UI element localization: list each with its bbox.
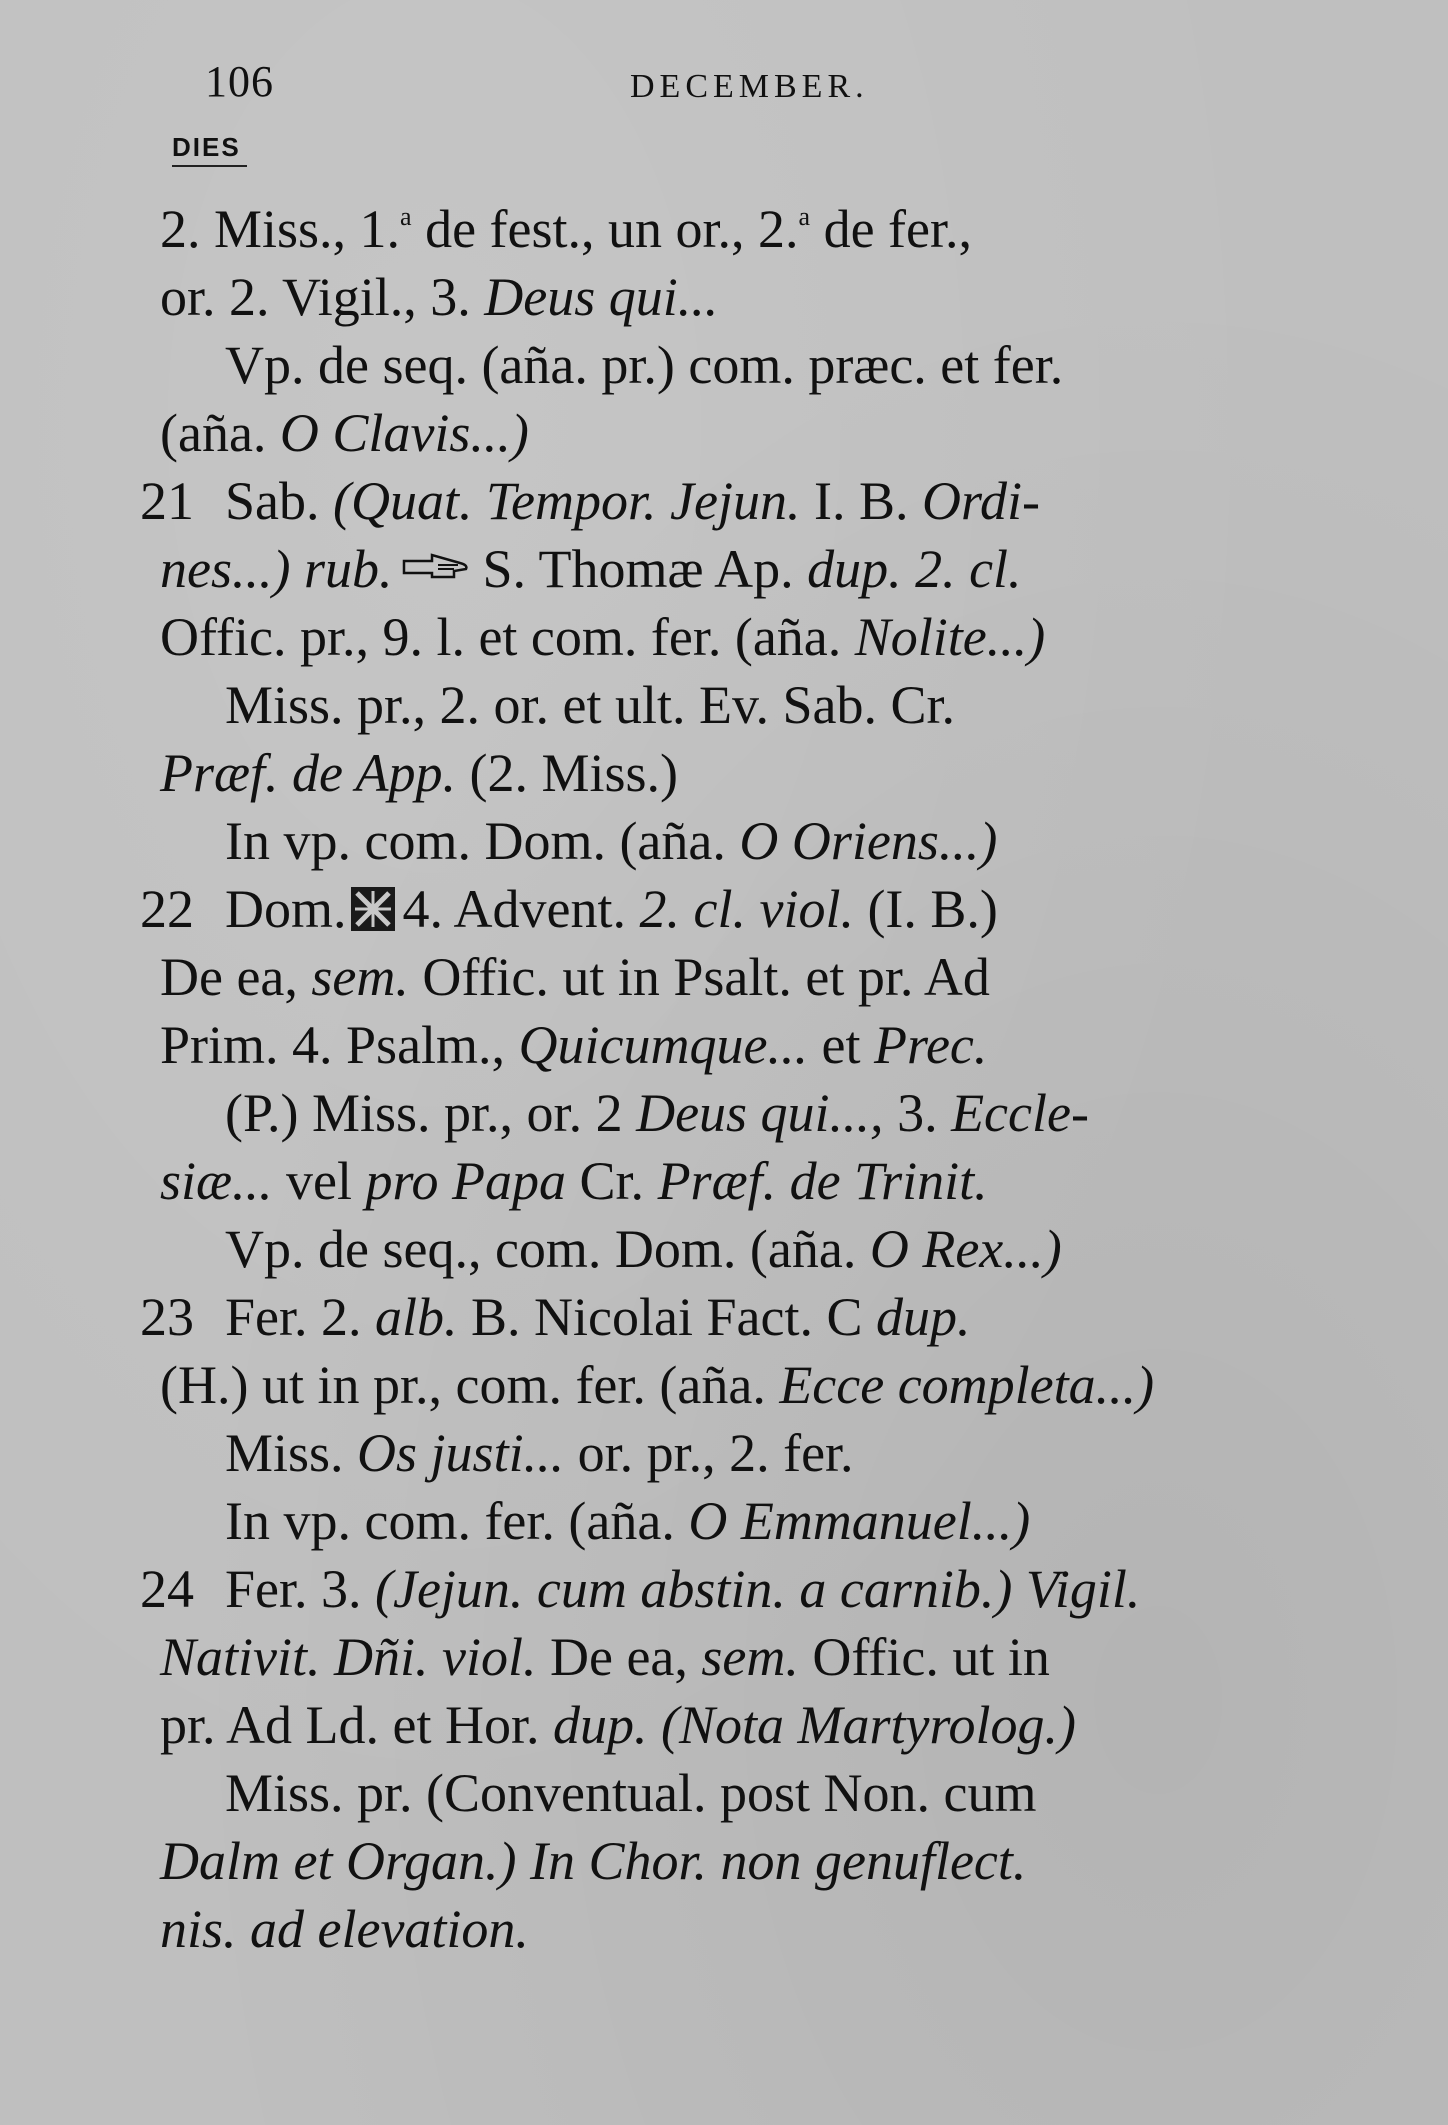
text-segment: Vp. de seq., com. Dom. (aña. (225, 1219, 870, 1279)
text-line (140, 535, 1380, 603)
italic-text: Nolite...) (854, 607, 1046, 667)
italic-text: Ecce completa...) (779, 1355, 1155, 1415)
day-number: 21 (140, 471, 194, 531)
column-label-dies: DIES (172, 132, 247, 167)
italic-text: O Oriens...) (739, 811, 998, 871)
text-segment: B. Nicolai Fact. C (457, 1287, 876, 1347)
text-segment: De ea, (160, 947, 312, 1007)
italic-text: Nativit. Dñi. viol. (160, 1627, 537, 1687)
italic-text: Dalm et Organ.) In Chor. non genuflect. (160, 1831, 1027, 1891)
italic-text: O Clavis...) (279, 403, 529, 463)
text-line (140, 399, 1380, 467)
text-line (140, 263, 1380, 331)
running-head: DECEMBER. (630, 68, 869, 105)
text-segment: I. B. (800, 471, 922, 531)
text-line (140, 603, 1380, 671)
day-number: 24 (140, 1559, 194, 1619)
text-line (140, 671, 1380, 739)
italic-text: Os justi... (357, 1423, 565, 1483)
text-line (140, 1011, 1380, 1079)
italic-text: dup. (875, 1287, 971, 1347)
italic-text: Deus qui... (484, 267, 719, 327)
text-segment: Dom. (225, 879, 347, 939)
italic-text: Eccle- (951, 1083, 1089, 1143)
text-segment: et (807, 1015, 874, 1075)
text-segment: a (400, 202, 412, 231)
text-segment: (H.) ut in pr., com. fer. (aña. (160, 1355, 780, 1415)
italic-text: pro Papa (365, 1151, 567, 1211)
text-line (140, 1079, 1380, 1147)
text-segment: Miss. (225, 1423, 358, 1483)
text-segment: Vp. de seq. (aña. pr.) com. præc. et fer. (225, 335, 1064, 395)
text-segment: Offic. ut in Psalt. et pr. Ad (408, 947, 990, 1007)
calendar-text (140, 195, 1380, 1963)
italic-text: sem. (311, 947, 409, 1007)
day-number: 23 (140, 1287, 194, 1347)
text-segment: S. Thomæ Ap. (482, 539, 808, 599)
italic-text: alb. (375, 1287, 458, 1347)
text-line (140, 943, 1380, 1011)
text-segment: 4. Advent. (402, 879, 640, 939)
text-segment: de fer., (810, 199, 973, 259)
text-segment: or. pr., 2. fer. (564, 1423, 854, 1483)
text-segment: a (798, 202, 811, 231)
text-segment: In vp. com. fer. (aña. (225, 1491, 689, 1551)
italic-text: Præf. de App. (160, 743, 456, 803)
text-line (140, 195, 1380, 263)
text-segment: Miss. pr. (Conventual. post Non. cum (225, 1763, 1037, 1823)
italic-text: 2. cl. viol. (639, 879, 854, 939)
text-segment: (P.) Miss. pr., or. 2 (225, 1083, 637, 1143)
text-line (140, 1895, 1380, 1963)
italic-text: Ordi- (922, 471, 1040, 531)
italic-text: sem. (701, 1627, 799, 1687)
text-segment: Offic. ut in (798, 1627, 1050, 1687)
text-line (140, 1691, 1380, 1759)
text-line (140, 1759, 1380, 1827)
text-line (140, 1351, 1380, 1419)
text-segment: 3. (897, 1083, 952, 1143)
text-segment: (I. B.) (853, 879, 998, 939)
text-line (140, 1623, 1380, 1691)
page-number: 106 (205, 57, 274, 106)
italic-text: Prec. (873, 1015, 988, 1075)
text-line (140, 1147, 1380, 1215)
italic-text: nis. ad elevation. (160, 1899, 529, 1959)
text-segment: Prim. 4. Psalm., (160, 1015, 519, 1075)
italic-text: O Rex...) (869, 1219, 1062, 1279)
text-line (140, 1827, 1380, 1895)
text-line (140, 1419, 1380, 1487)
text-line (140, 807, 1380, 875)
text-segment: Fer. 2. (225, 1287, 376, 1347)
cross-icon (351, 887, 395, 931)
text-line (140, 1487, 1380, 1555)
day-number: 22 (140, 879, 194, 939)
text-segment: Fer. 3. (225, 1559, 376, 1619)
italic-text: Præf. de Trinit. (657, 1151, 988, 1211)
text-segment: 2. Miss., 1. (160, 199, 401, 259)
italic-text: Quicumque... (518, 1015, 808, 1075)
italic-text: siæ... (160, 1151, 273, 1211)
text-line (140, 1283, 1380, 1351)
text-line (140, 467, 1380, 535)
text-segment: Sab. (225, 471, 333, 531)
text-line (140, 331, 1380, 399)
text-segment: de fest., un or., 2. (411, 199, 799, 259)
text-segment: Miss. pr., 2. or. et ult. Ev. Sab. Cr. (225, 675, 956, 735)
text-segment: (2. Miss.) (456, 743, 679, 803)
text-line (140, 1555, 1380, 1623)
text-segment: In vp. com. Dom. (aña. (225, 811, 740, 871)
text-line (140, 1215, 1380, 1283)
italic-text: O Emmanuel...) (688, 1491, 1031, 1551)
text-segment: Cr. (566, 1151, 658, 1211)
italic-text: Deus qui..., (636, 1083, 898, 1143)
italic-text: dup. 2. cl. (807, 539, 1022, 599)
pointing-hand-icon (402, 551, 472, 581)
text-segment: (aña. (160, 403, 280, 463)
italic-text: (Jejun. cum abstin. a carnib.) Vigil. (375, 1559, 1141, 1619)
italic-text: dup. (Nota Martyrolog.) (552, 1695, 1076, 1755)
italic-text: nes...) rub. (160, 539, 393, 599)
text-line (140, 875, 1380, 943)
text-segment: or. 2. Vigil., 3. (160, 267, 485, 327)
text-segment: De ea, (536, 1627, 702, 1687)
italic-text: (Quat. Tempor. Jejun. (333, 471, 801, 531)
text-line (140, 739, 1380, 807)
text-segment: pr. Ad Ld. et Hor. (160, 1695, 553, 1755)
text-segment: Offic. pr., 9. l. et com. fer. (aña. (160, 607, 855, 667)
text-segment: vel (272, 1151, 366, 1211)
